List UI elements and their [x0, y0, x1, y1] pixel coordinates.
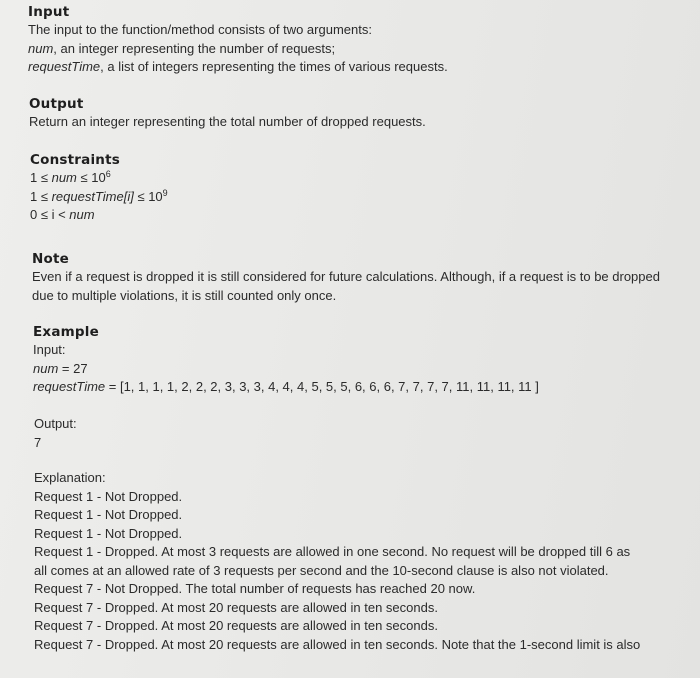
- input-heading: Input: [28, 4, 70, 20]
- explanation-line: all comes at an allowed rate of 3 requests per second and the 10-second clause is also not violated.: [34, 562, 609, 578]
- explanation-line: Request 7 - Not Dropped. The total number of requests has reached 20 now.: [34, 581, 476, 596]
- constraint-num-prefix: 1 ≤: [30, 170, 52, 185]
- example-requesttime: [33, 378, 700, 397]
- explanation-line: Request 7 - Dropped. At most 20 requests are allowed in ten seconds. Note that the 1-second limit is also: [34, 636, 641, 652]
- arg-requesttime-desc: , a list of integers representing the times of various requests.: [100, 59, 448, 74]
- example-num-label: num: [33, 360, 59, 376]
- constraint-requesttime: [30, 188, 700, 207]
- output-heading: Output: [29, 96, 84, 112]
- note-heading: Note: [32, 251, 69, 267]
- constraints-section: [30, 151, 700, 225]
- constraint-rt-var: requestTime[i]: [51, 188, 134, 204]
- note-section: [32, 250, 672, 305]
- example-output-label: Output:: [34, 416, 77, 431]
- input-arg-num: [28, 40, 698, 59]
- arg-num-desc: , an integer representing the number of requests;: [53, 40, 336, 56]
- constraint-rt-prefix: 1 ≤: [30, 188, 52, 204]
- example-heading: Example: [33, 324, 99, 340]
- constraint-num-var: num: [51, 170, 77, 185]
- example-num: [33, 360, 700, 379]
- constraint-index: [30, 206, 700, 225]
- explanation-line: Request 1 - Not Dropped.: [34, 507, 183, 522]
- example-num-value: = 27: [58, 360, 88, 376]
- example-rt-label: requestTime: [33, 379, 106, 394]
- example-section: [33, 323, 700, 397]
- note-text: Even if a request is dropped it is still considered for future calculations. Although, if a request is to be dropped due to multiple violations, it is still counted only once.: [32, 269, 660, 303]
- constraint-index-prefix: 0 ≤ i <: [30, 207, 70, 222]
- constraint-num-exponent: 6: [105, 169, 111, 179]
- constraint-num-bound: ≤ 10: [76, 170, 106, 185]
- input-section: [28, 3, 698, 77]
- example-output: [34, 415, 700, 452]
- output-text: Return an integer representing the total number of dropped requests.: [29, 114, 426, 129]
- constraint-rt-exponent: 9: [162, 187, 168, 198]
- arg-requesttime-name: requestTime: [28, 59, 101, 74]
- explanation-line: Request 7 - Dropped. At most 20 requests are allowed in ten seconds.: [34, 599, 438, 615]
- input-intro: The input to the function/method consists of two arguments:: [28, 22, 372, 37]
- example-output-value: 7: [34, 434, 42, 450]
- explanation-label: Explanation:: [34, 470, 106, 485]
- input-arg-requesttime: [28, 58, 698, 77]
- output-section: [29, 95, 699, 132]
- explanation-line: Request 1 - Dropped. At most 3 requests are allowed in one second. No request will be dropped till 6 as: [34, 544, 631, 559]
- explanation-section: [34, 469, 700, 654]
- constraint-index-var: num: [69, 207, 95, 222]
- constraint-rt-bound: ≤ 10: [133, 188, 163, 204]
- explanation-line: Request 7 - Dropped. At most 20 requests are allowed in ten seconds.: [34, 618, 438, 633]
- explanation-line: Request 1 - Not Dropped.: [34, 488, 183, 504]
- arg-num-name: num: [28, 40, 54, 56]
- constraint-num: [30, 169, 700, 188]
- example-rt-value: = [1, 1, 1, 1, 2, 2, 2, 3, 3, 3, 4, 4, 4, 5, 5, 5, 6, 6, 6, 7, 7, 7, 7, 11, 11, 11, 11 ]: [105, 379, 539, 394]
- constraints-heading: Constraints: [30, 152, 120, 168]
- example-input-label: Input:: [33, 342, 66, 357]
- explanation-line: Request 1 - Not Dropped.: [34, 525, 183, 541]
